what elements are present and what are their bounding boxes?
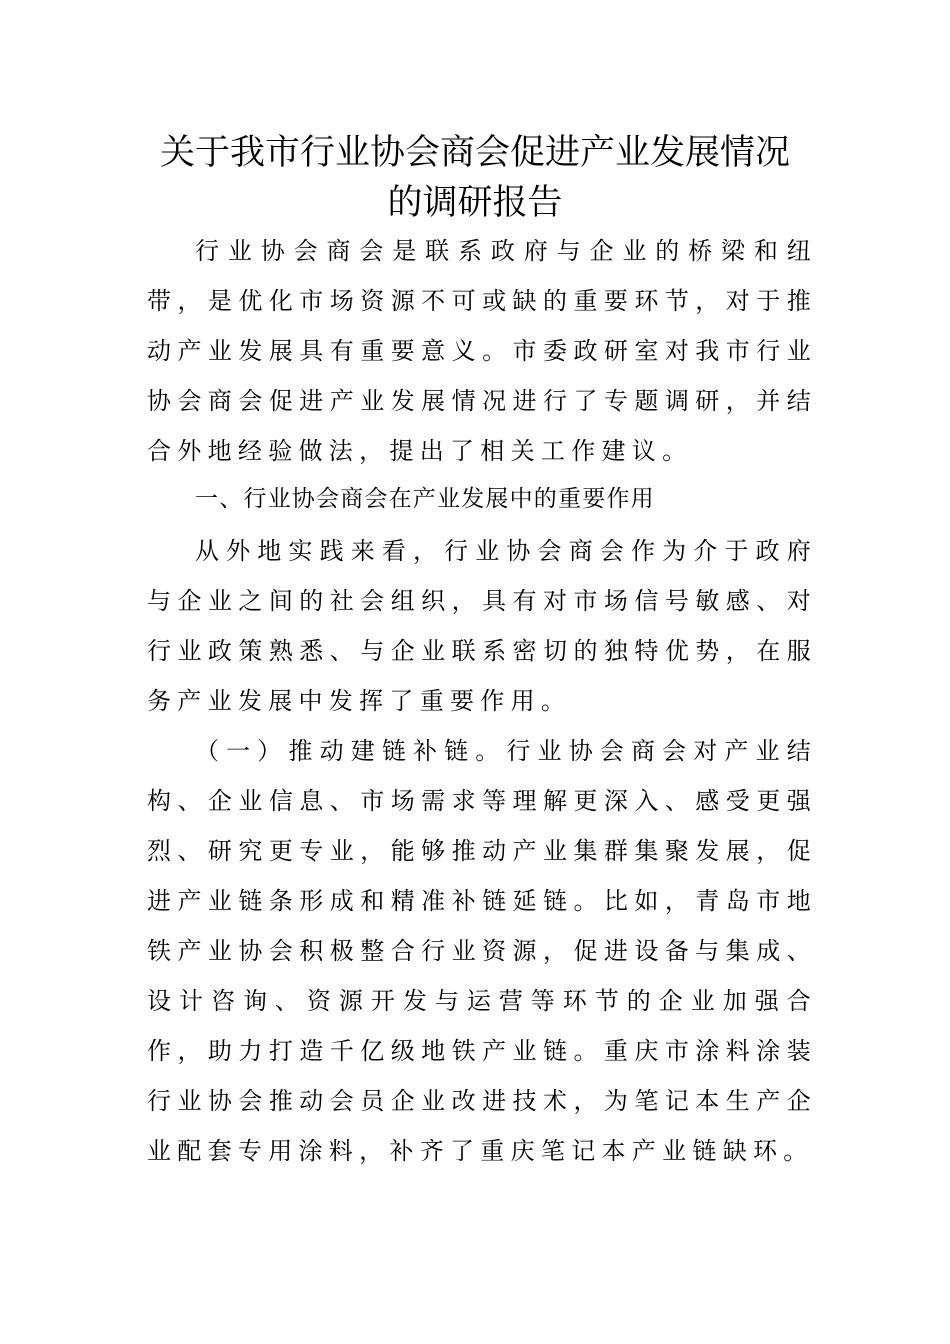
body-paragraph: 从外地实践来看，行业协会商会作为介于政府与企业之间的社会组织，具有对市场信号敏感、对行业政策熟悉、与企业联系密切的独特优势，在服务产业发展中发挥了重要作用。 (147, 537, 817, 715)
document-title-line-1: 关于我市行业协会商会促进产业发展情况 (159, 133, 790, 173)
subsection-paragraph: （一）推动建链补链。行业协会商会对产业结构、企业信息、市场需求等理解更深入、感受更强烈、研究更专业，能够推动产业集群集聚发展，促进产业链条形成和精准补链延链。比如，青岛市地铁产业协会积极整合行业资源，促进设备与集成、设计咨询、资源开发与运营等环节的企业加强合作，助力打造千亿级地铁产业链。重庆市涂料涂装行业协会推动会员企业改进技术，为笔记本生产企业配套专用涂料，补齐了重庆笔记本产业链缺环。 (147, 737, 817, 1165)
document-title-line-2: 的调研报告 (387, 183, 563, 223)
section-heading: 一、行业协会商会在产业发展中的重要作用 (195, 486, 655, 512)
intro-paragraph: 行业协会商会是联系政府与企业的桥梁和纽带，是优化市场资源不可或缺的重要环节，对于推动产业发展具有重要意义。市委政研室对我市行业协会商会促进产业发展情况进行了专题调研，并结合外地经验做法，提出了相关工作建议。 (147, 237, 817, 465)
